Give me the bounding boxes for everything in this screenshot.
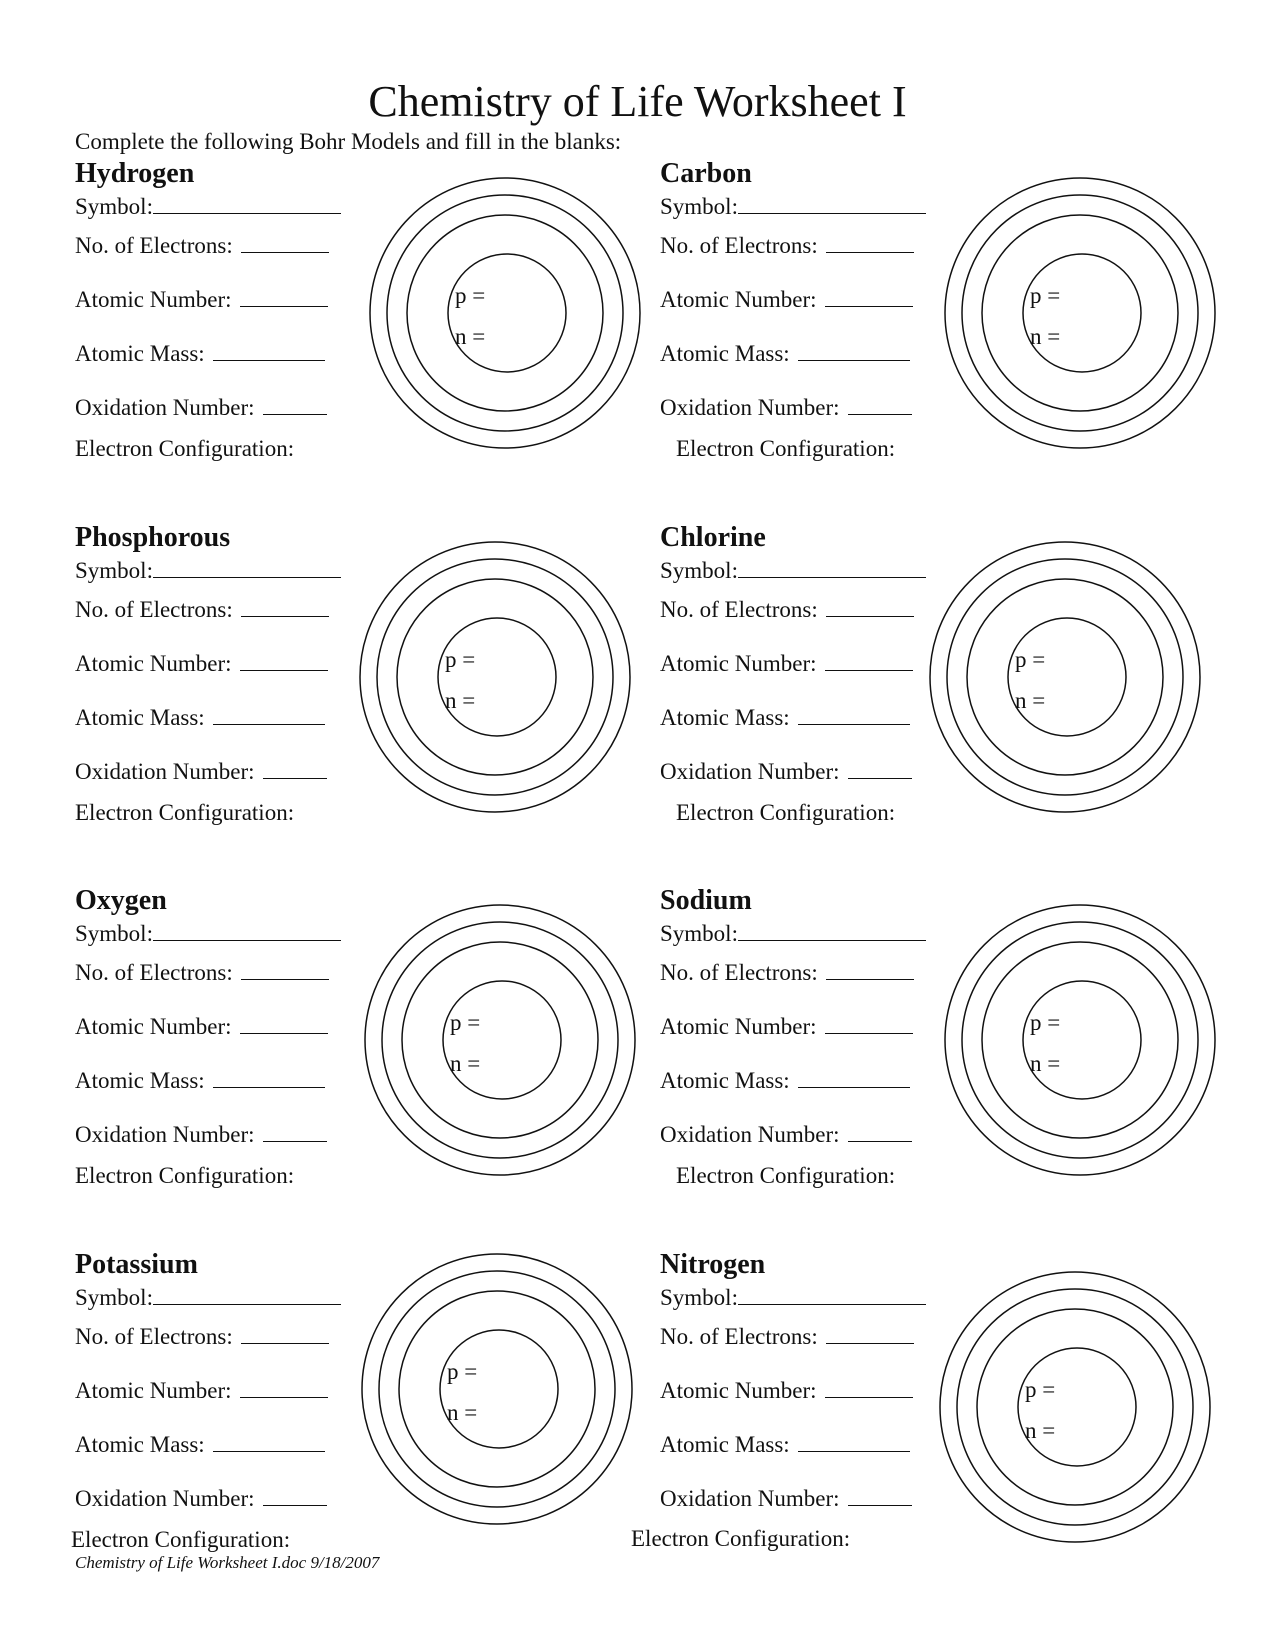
electrons-label: No. of Electrons: (75, 1324, 233, 1349)
atomic-number-field (660, 1013, 913, 1041)
atomic-number-field (660, 286, 913, 314)
symbol-blank[interactable] (738, 193, 926, 214)
outer-shell (365, 905, 635, 1175)
outer-shell (360, 542, 630, 812)
configuration-field (75, 435, 294, 463)
second-shell (379, 1271, 615, 1507)
outer-shell (362, 1254, 632, 1524)
symbol-label: Symbol: (75, 194, 153, 219)
nucleus (1023, 981, 1141, 1099)
atomic-number-field (75, 650, 328, 678)
electrons-field (75, 232, 329, 260)
electrons-field (660, 596, 914, 624)
element-block-phosphorous (75, 522, 635, 862)
symbol-field (660, 1284, 926, 1312)
element-name: Carbon (660, 158, 752, 189)
element-name: Oxygen (75, 885, 167, 916)
oxidation-blank[interactable] (848, 758, 912, 779)
proton-label: p = (1030, 1010, 1061, 1035)
electrons-field (75, 596, 329, 624)
second-shell (382, 922, 618, 1158)
atomic-number-label: Atomic Number: (75, 651, 232, 676)
second-shell (957, 1289, 1193, 1525)
atomic-mass-label: Atomic Mass: (75, 1432, 205, 1457)
configuration-field (631, 1525, 850, 1553)
symbol-blank[interactable] (738, 1284, 926, 1305)
oxidation-field (660, 394, 912, 422)
proton-label: p = (455, 283, 486, 308)
atomic-number-field (75, 1013, 328, 1041)
symbol-blank[interactable] (153, 920, 341, 941)
atomic-number-label: Atomic Number: (660, 287, 817, 312)
neutron-label: n = (450, 1051, 481, 1076)
element-block-chlorine (660, 522, 1220, 862)
atomic-number-blank[interactable] (240, 650, 328, 671)
atomic-mass-label: Atomic Mass: (75, 341, 205, 366)
proton-label: p = (1015, 647, 1046, 672)
electrons-field (75, 959, 329, 987)
third-shell (967, 579, 1163, 775)
symbol-label: Symbol: (660, 558, 738, 583)
oxidation-label: Oxidation Number: (75, 1122, 255, 1147)
atomic-mass-field (660, 704, 910, 732)
bohr-model (350, 532, 640, 822)
atomic-mass-label: Atomic Mass: (75, 1068, 205, 1093)
electrons-blank[interactable] (241, 1323, 329, 1344)
oxidation-blank[interactable] (263, 1121, 327, 1142)
atomic-number-field (75, 286, 328, 314)
atomic-number-label: Atomic Number: (660, 1378, 817, 1403)
atomic-mass-field (75, 704, 325, 732)
oxidation-label: Oxidation Number: (75, 759, 255, 784)
bohr-model (355, 895, 645, 1185)
element-block-sodium (660, 885, 1220, 1225)
neutron-label: n = (455, 324, 486, 349)
neutron-label: n = (447, 1400, 478, 1425)
element-name: Sodium (660, 885, 752, 916)
nucleus (1023, 254, 1141, 372)
outer-shell (945, 905, 1215, 1175)
proton-label: p = (1030, 283, 1061, 308)
outer-shell (370, 178, 640, 448)
configuration-field (71, 1526, 290, 1554)
symbol-field (75, 920, 341, 948)
second-shell (377, 559, 613, 795)
atomic-mass-blank[interactable] (798, 340, 910, 361)
element-block-potassium (71, 1249, 635, 1589)
bohr-model (360, 168, 650, 458)
third-shell (402, 942, 598, 1138)
atomic-number-field (660, 1377, 913, 1405)
bohr-model (352, 1244, 642, 1534)
second-shell (947, 559, 1183, 795)
element-block-hydrogen (75, 158, 635, 498)
atomic-mass-label: Atomic Mass: (75, 705, 205, 730)
oxidation-blank[interactable] (848, 394, 912, 415)
third-shell (407, 215, 603, 411)
symbol-blank[interactable] (153, 193, 341, 214)
symbol-blank[interactable] (153, 1284, 341, 1305)
element-block-oxygen (75, 885, 635, 1225)
configuration-field (75, 1162, 294, 1190)
element-block-carbon (660, 158, 1220, 498)
atomic-number-label: Atomic Number: (75, 287, 232, 312)
symbol-field (75, 557, 341, 585)
symbol-label: Symbol: (75, 1285, 153, 1310)
oxidation-label: Oxidation Number: (75, 1486, 255, 1511)
electrons-blank[interactable] (241, 232, 329, 253)
oxidation-label: Oxidation Number: (660, 1486, 840, 1511)
element-block-nitrogen (631, 1249, 1220, 1589)
oxidation-field (75, 1485, 327, 1513)
oxidation-field (75, 758, 327, 786)
atomic-mass-field (660, 1431, 910, 1459)
symbol-field (660, 557, 926, 585)
page-title: Chemistry of Life Worksheet I (368, 77, 907, 126)
instructions: Complete the following Bohr Models and fill in the blanks: (75, 129, 622, 154)
symbol-label: Symbol: (75, 921, 153, 946)
oxidation-field (660, 758, 912, 786)
atomic-mass-field (660, 1067, 910, 1095)
proton-label: p = (1025, 1377, 1056, 1402)
neutron-label: n = (1030, 1051, 1061, 1076)
element-name: Potassium (75, 1249, 198, 1280)
nucleus (448, 254, 566, 372)
electrons-label: No. of Electrons: (660, 1324, 818, 1349)
oxidation-label: Oxidation Number: (660, 759, 840, 784)
configuration-label: Electron Configuration: (676, 800, 896, 825)
oxidation-blank[interactable] (848, 1121, 912, 1142)
neutron-label: n = (445, 688, 476, 713)
electrons-blank[interactable] (826, 1323, 914, 1344)
element-name: Chlorine (660, 522, 766, 553)
bohr-model (930, 1262, 1220, 1552)
electrons-label: No. of Electrons: (75, 960, 233, 985)
configuration-label: Electron Configuration: (71, 1527, 291, 1552)
configuration-field (676, 799, 895, 827)
third-shell (399, 1291, 595, 1487)
electrons-label: No. of Electrons: (660, 597, 818, 622)
oxidation-label: Oxidation Number: (660, 1122, 840, 1147)
symbol-label: Symbol: (75, 558, 153, 583)
electrons-blank[interactable] (241, 596, 329, 617)
atomic-mass-blank[interactable] (213, 704, 325, 725)
atomic-number-field (660, 650, 913, 678)
atomic-number-blank[interactable] (825, 286, 913, 307)
electrons-blank[interactable] (826, 596, 914, 617)
second-shell (387, 195, 623, 431)
outer-shell (930, 542, 1200, 812)
nucleus (440, 1330, 558, 1448)
proton-label: p = (450, 1010, 481, 1035)
atomic-mass-label: Atomic Mass: (660, 1432, 790, 1457)
outer-shell (940, 1272, 1210, 1542)
configuration-field (676, 1162, 895, 1190)
atomic-mass-blank[interactable] (213, 1431, 325, 1452)
oxidation-blank[interactable] (263, 394, 327, 415)
symbol-field (660, 193, 926, 221)
nucleus (438, 618, 556, 736)
configuration-label: Electron Configuration: (75, 1163, 295, 1188)
bohr-model (935, 895, 1225, 1185)
oxidation-field (660, 1121, 912, 1149)
oxidation-label: Oxidation Number: (75, 395, 255, 420)
electrons-label: No. of Electrons: (75, 597, 233, 622)
oxidation-blank[interactable] (848, 1485, 912, 1506)
atomic-number-label: Atomic Number: (660, 651, 817, 676)
atomic-mass-blank[interactable] (798, 1431, 910, 1452)
electrons-field (75, 1323, 329, 1351)
electrons-label: No. of Electrons: (75, 233, 233, 258)
atomic-number-label: Atomic Number: (75, 1378, 232, 1403)
atomic-mass-label: Atomic Mass: (660, 705, 790, 730)
oxidation-field (75, 1121, 327, 1149)
configuration-field (676, 435, 895, 463)
atomic-number-blank[interactable] (825, 650, 913, 671)
atomic-mass-blank[interactable] (798, 704, 910, 725)
outer-shell (945, 178, 1215, 448)
atomic-number-blank[interactable] (240, 1013, 328, 1034)
second-shell (962, 195, 1198, 431)
symbol-blank[interactable] (738, 557, 926, 578)
electrons-field (660, 232, 914, 260)
oxidation-label: Oxidation Number: (660, 395, 840, 420)
atomic-number-blank[interactable] (240, 1377, 328, 1398)
proton-label: p = (447, 1359, 478, 1384)
oxidation-field (75, 394, 327, 422)
atomic-mass-field (75, 1431, 325, 1459)
oxidation-blank[interactable] (263, 758, 327, 779)
third-shell (982, 942, 1178, 1138)
electrons-blank[interactable] (241, 959, 329, 980)
neutron-label: n = (1025, 1418, 1056, 1443)
atomic-mass-label: Atomic Mass: (660, 341, 790, 366)
atomic-mass-field (660, 340, 910, 368)
atomic-mass-label: Atomic Mass: (660, 1068, 790, 1093)
atomic-mass-field (75, 1067, 325, 1095)
electrons-blank[interactable] (826, 232, 914, 253)
configuration-label: Electron Configuration: (676, 1163, 896, 1188)
atomic-number-blank[interactable] (825, 1013, 913, 1034)
oxidation-field (660, 1485, 912, 1513)
footer: Chemistry of Life Worksheet I.doc 9/18/2007 (75, 1553, 380, 1572)
symbol-label: Symbol: (660, 194, 738, 219)
element-name: Nitrogen (660, 1249, 766, 1280)
configuration-label: Electron Configuration: (631, 1526, 851, 1551)
third-shell (397, 579, 593, 775)
neutron-label: n = (1030, 324, 1061, 349)
nucleus (443, 981, 561, 1099)
electrons-label: No. of Electrons: (660, 960, 818, 985)
configuration-field (75, 799, 294, 827)
proton-label: p = (445, 647, 476, 672)
configuration-label: Electron Configuration: (75, 436, 295, 461)
second-shell (962, 922, 1198, 1158)
electrons-label: No. of Electrons: (660, 233, 818, 258)
atomic-mass-blank[interactable] (213, 1067, 325, 1088)
element-name: Hydrogen (75, 158, 195, 189)
symbol-field (75, 1284, 341, 1312)
nucleus (1018, 1348, 1136, 1466)
atomic-number-label: Atomic Number: (75, 1014, 232, 1039)
atomic-number-label: Atomic Number: (660, 1014, 817, 1039)
symbol-label: Symbol: (660, 1285, 738, 1310)
symbol-field (75, 193, 341, 221)
nucleus (1008, 618, 1126, 736)
neutron-label: n = (1015, 688, 1046, 713)
third-shell (982, 215, 1178, 411)
element-name: Phosphorous (75, 522, 231, 553)
oxidation-blank[interactable] (263, 1485, 327, 1506)
symbol-field (660, 920, 926, 948)
symbol-label: Symbol: (660, 921, 738, 946)
bohr-model (935, 168, 1225, 458)
electrons-blank[interactable] (826, 959, 914, 980)
electrons-field (660, 1323, 914, 1351)
symbol-blank[interactable] (738, 920, 926, 941)
configuration-label: Electron Configuration: (75, 800, 295, 825)
third-shell (977, 1309, 1173, 1505)
symbol-blank[interactable] (153, 557, 341, 578)
bohr-model (920, 532, 1210, 822)
atomic-mass-blank[interactable] (213, 340, 325, 361)
atomic-number-field (75, 1377, 328, 1405)
configuration-label: Electron Configuration: (676, 436, 896, 461)
atomic-number-blank[interactable] (825, 1377, 913, 1398)
atomic-number-blank[interactable] (240, 286, 328, 307)
atomic-mass-field (75, 340, 325, 368)
electrons-field (660, 959, 914, 987)
atomic-mass-blank[interactable] (798, 1067, 910, 1088)
